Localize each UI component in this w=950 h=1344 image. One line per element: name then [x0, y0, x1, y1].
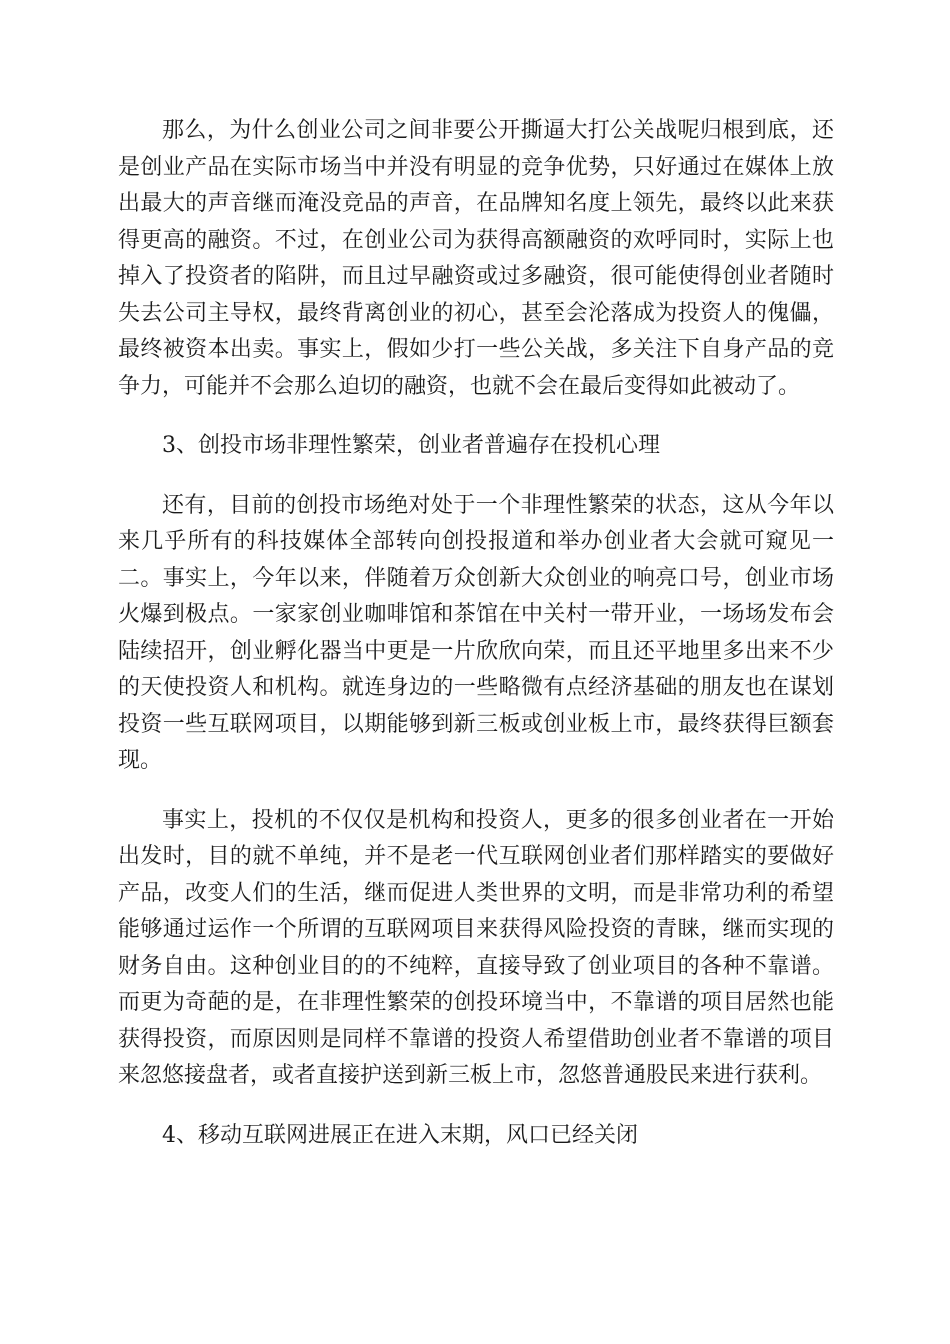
paragraph-irrational-market: 还有，目前的创投市场绝对处于一个非理性繁荣的状态，这从今年以来几乎所有的科技媒体全部转向创投报道和举办创业者大会就可窥见一二。事实上，今年以来，伴随着万众创新大众创业的响亮口号，创业市场火爆到极点。一家家创业咖啡馆和茶馆在中关村一带开业，一场场发布会陆续招开，创业孵化器当中更是一片欣欣向荣，而且还平地里多出来不少的天使投资人和机构。就连身边的一些略微有点经济基础的朋友也在谋划投资一些互联网项目，以期能够到新三板或创业板上市，最终获得巨额套现。	[118, 492, 834, 773]
section-heading-3: 3、创投市场非理性繁荣，创业者普遍存在投机心理	[162, 433, 660, 458]
paragraph-pr-battles: 那么，为什么创业公司之间非要公开撕逼大打公关战呢归根到底，还是创业产品在实际市场当中并没有明显的竞争优势，只好通过在媒体上放出最大的声音继而淹没竞品的声音，在品牌知名度上领先，最终以此来获得更高的融资。不过，在创业公司为获得高额融资的欢呼同时，实际上也掉入了投资者的陷阱，而且过早融资或过多融资，很可能使得创业者随时失去公司主导权，最终背离创业的初心，甚至会沦落成为投资人的傀儡，最终被资本出卖。事实上，假如少打一些公关战，多关注下自身产品的竞争力，可能并不会那么迫切的融资，也就不会在最后变得如此被动了。	[118, 118, 834, 399]
paragraph-speculation: 事实上，投机的不仅仅是机构和投资人，更多的很多创业者在一开始出发时，目的就不单纯，并不是老一代互联网创业者们那样踏实的要做好产品，改变人们的生活，继而促进人类世界的文明，而是非常功利的希望能够通过运作一个所谓的互联网项目来获得风险投资的青睐，继而实现的财务自由。这种创业目的的不纯粹，直接导致了创业项目的各种不靠谱。而更为奇葩的是，在非理性繁荣的创投环境当中，不靠谱的项目居然也能获得投资，而原因则是同样不靠谱的投资人希望借助创业者不靠谱的项目来忽悠接盘者，或者直接护送到新三板上市，忽悠普通股民来进行获利。	[118, 807, 834, 1088]
section-heading-4: 4、移动互联网进展正在进入末期，风口已经关闭	[162, 1122, 638, 1148]
document-body	[118, 113, 834, 1177]
